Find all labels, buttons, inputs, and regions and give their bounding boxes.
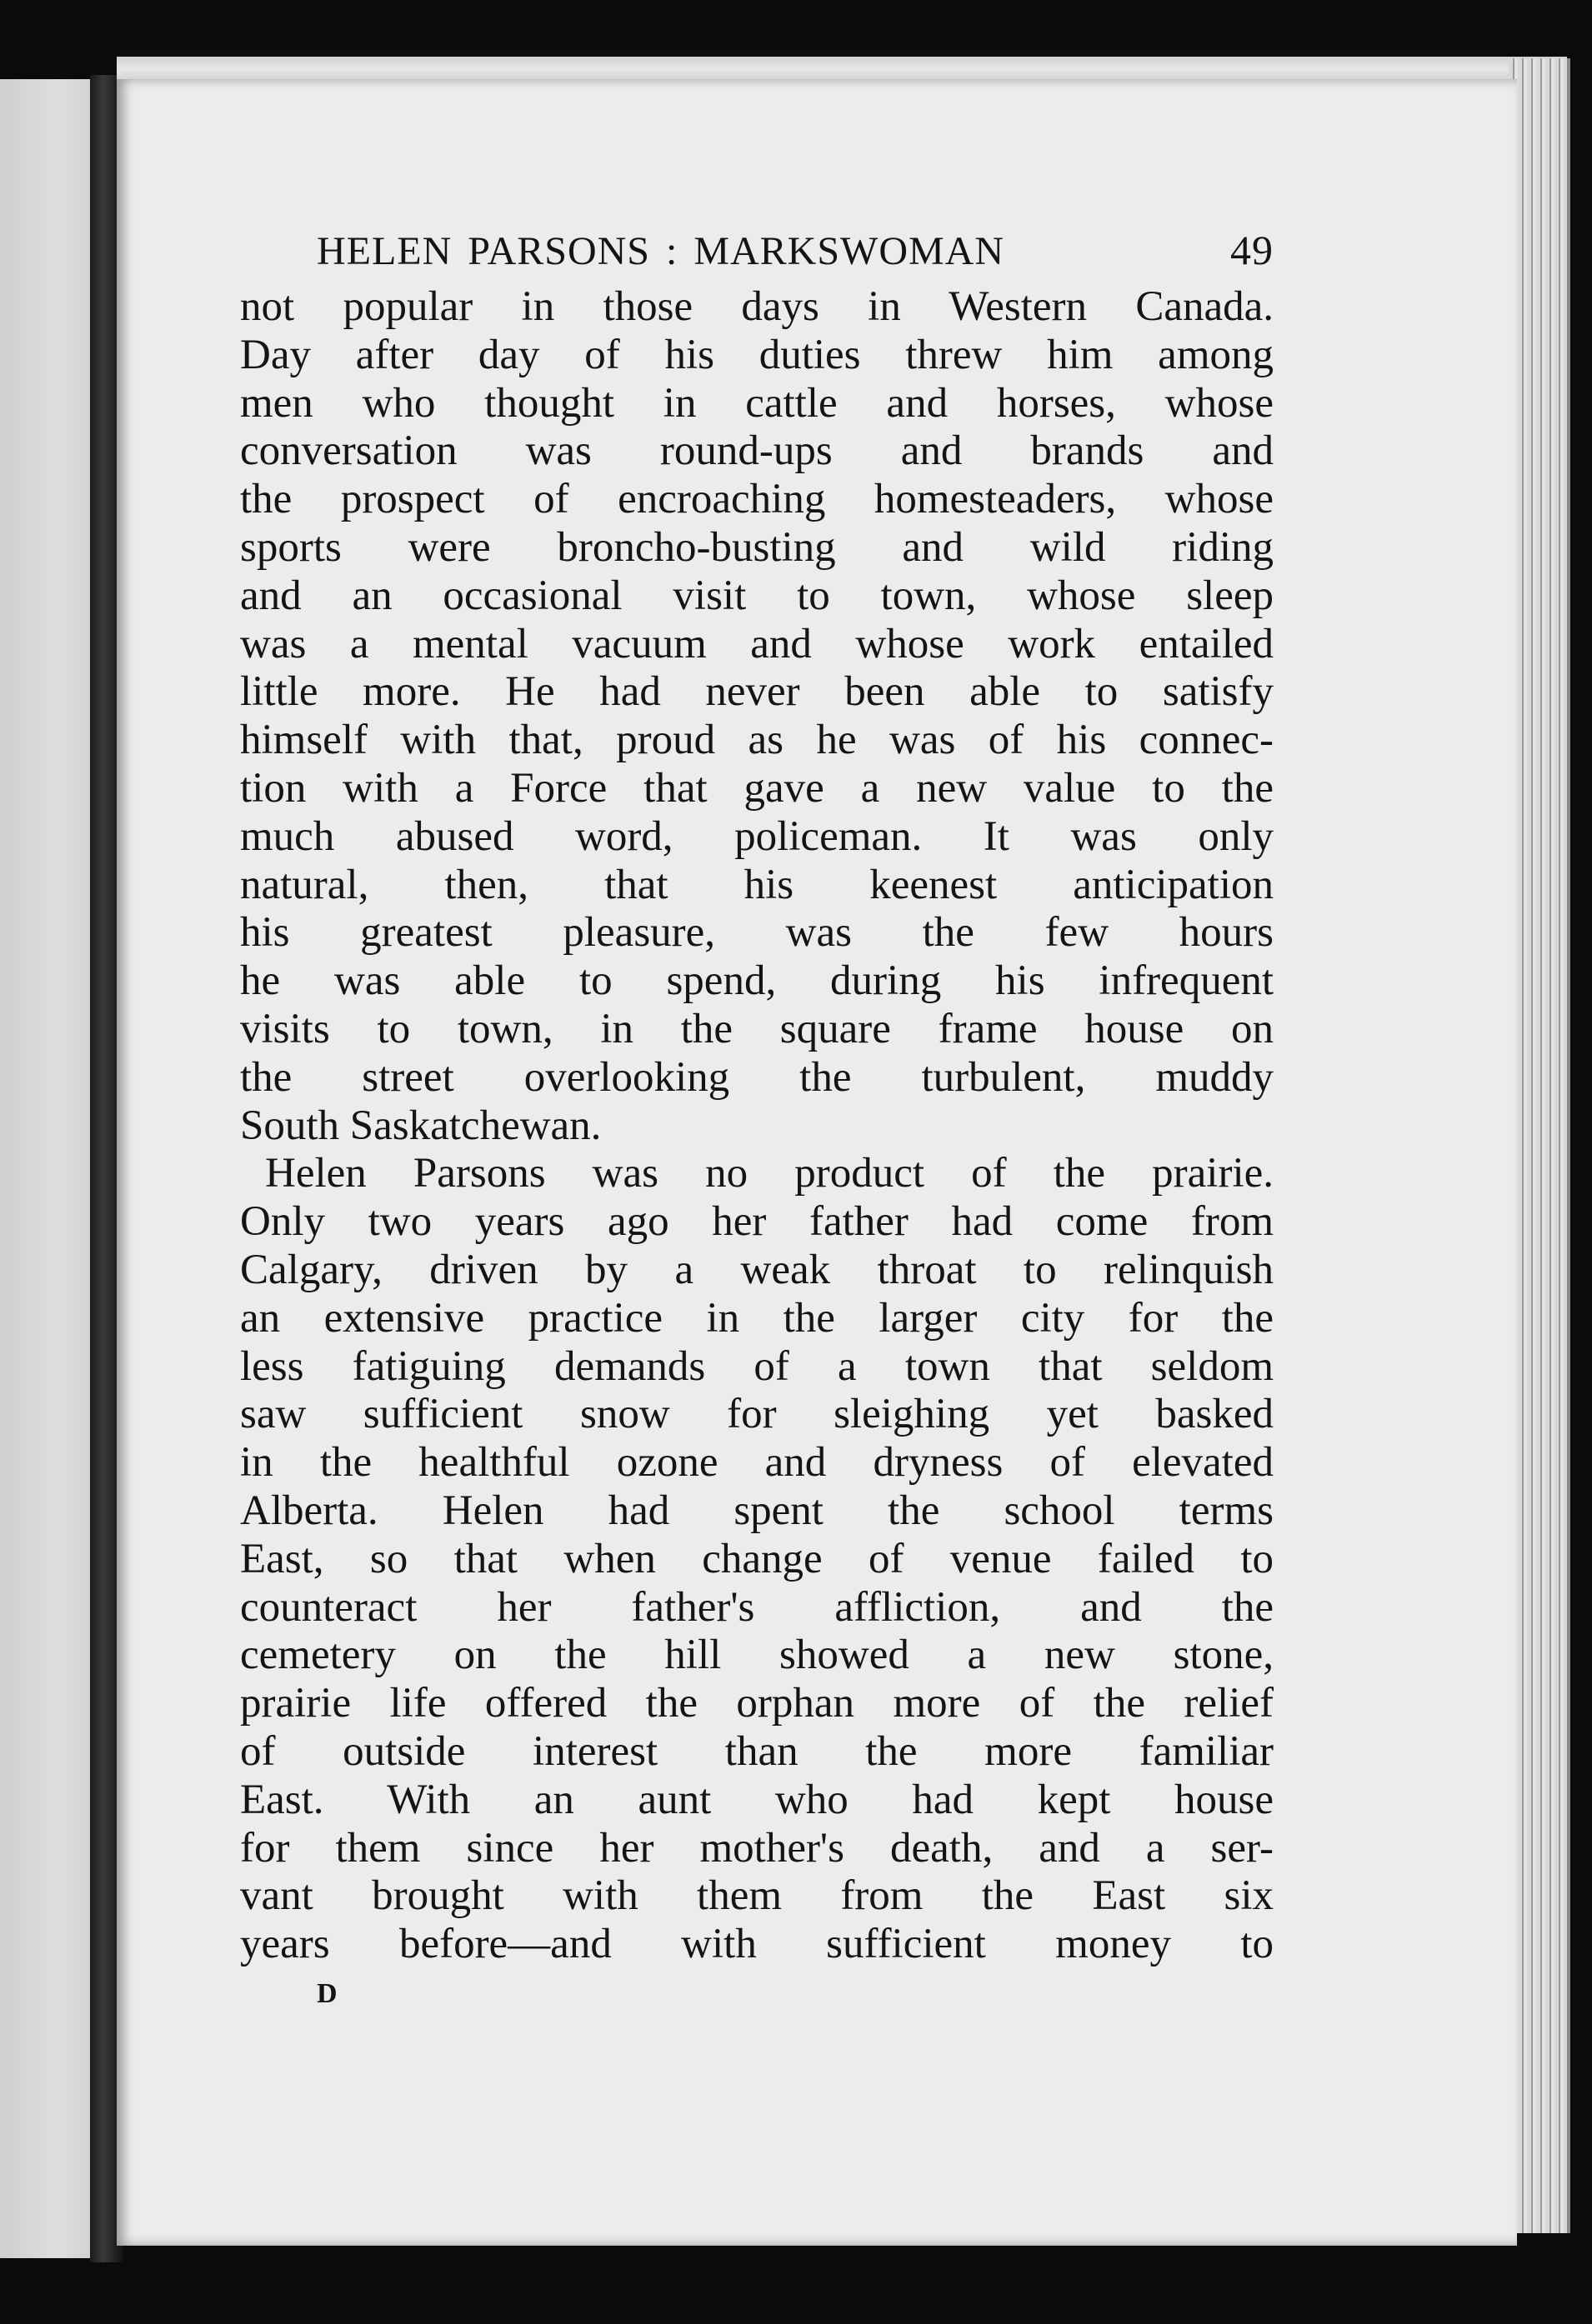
text-line: little more. He had never been able to satisfy	[240, 668, 1274, 716]
text-line: Calgary, driven by a weak throat to relinquish	[240, 1246, 1274, 1293]
text-line: of outside interest than the more familiar	[240, 1727, 1274, 1775]
text-line: cemetery on the hill showed a new stone,	[240, 1632, 1274, 1679]
text-line: himself with that, proud as he was of his connec-	[240, 717, 1274, 764]
text-line: Only two years ago her father had come from	[240, 1198, 1274, 1246]
paragraph-start-line: Helen Parsons was no product of the prairie.	[265, 1150, 1274, 1197]
text-line: natural, then, that his keenest anticipation	[240, 861, 1274, 908]
text-line: counteract her father's affliction, and the	[240, 1583, 1274, 1631]
facing-page-edge	[0, 79, 98, 2258]
text-line: tion with a Force that gave a new value to the	[240, 764, 1274, 812]
page-top-edge	[117, 57, 1567, 82]
text-line: East, so that when change of venue failed to	[240, 1535, 1274, 1582]
text-line: was a mental vacuum and whose work entailed	[240, 620, 1274, 667]
text-line: his greatest pleasure, was the few hours	[240, 909, 1274, 957]
text-line: visits to town, in the square frame house on	[240, 1005, 1274, 1052]
text-line: the prospect of encroaching homesteaders, whose	[240, 476, 1274, 523]
running-title: HELEN PARSONS : MARKSWOMAN	[317, 229, 1005, 273]
stacked-page-edges	[1509, 58, 1570, 2233]
text-line: years before—and with sufficient money to	[240, 1921, 1274, 1968]
text-line: South Saskatchewan.	[240, 1102, 602, 1149]
text-line: men who thought in cattle and horses, whose	[240, 379, 1274, 427]
text-line: and an occasional visit to town, whose sleep	[240, 572, 1274, 619]
text-line: conversation was round-ups and brands and	[240, 427, 1274, 475]
text-line: the street overlooking the turbulent, muddy	[240, 1053, 1274, 1101]
page-text-block	[240, 225, 1274, 2011]
signature-mark: D	[317, 1977, 338, 2009]
text-line: prairie life offered the orphan more of the relief	[240, 1680, 1274, 1727]
text-line: an extensive practice in the larger city for the	[240, 1294, 1274, 1342]
text-line: for them since her mother's death, and a ser-	[240, 1824, 1274, 1872]
text-line: not popular in those days in Western Canada.	[240, 283, 1274, 330]
text-line: East. With an aunt who had kept house	[240, 1776, 1274, 1823]
text-line: much abused word, policeman. It was only	[240, 812, 1274, 860]
text-line: he was able to spend, during his infrequent	[240, 957, 1274, 1005]
page-number: 49	[1230, 227, 1274, 273]
text-line: less fatiguing demands of a town that seldom	[240, 1342, 1274, 1390]
text-line: Alberta. Helen had spent the school terms	[240, 1487, 1274, 1534]
running-head	[240, 225, 1274, 277]
text-line: Day after day of his duties threw him among	[240, 331, 1274, 378]
text-line: in the healthful ozone and dryness of elevated	[240, 1439, 1274, 1487]
text-line: vant brought with them from the East six	[240, 1872, 1274, 1920]
body-text	[240, 283, 1274, 1969]
text-line: sports were broncho-busting and wild riding	[240, 523, 1274, 571]
text-line: saw sufficient snow for sleighing yet basked	[240, 1391, 1274, 1438]
